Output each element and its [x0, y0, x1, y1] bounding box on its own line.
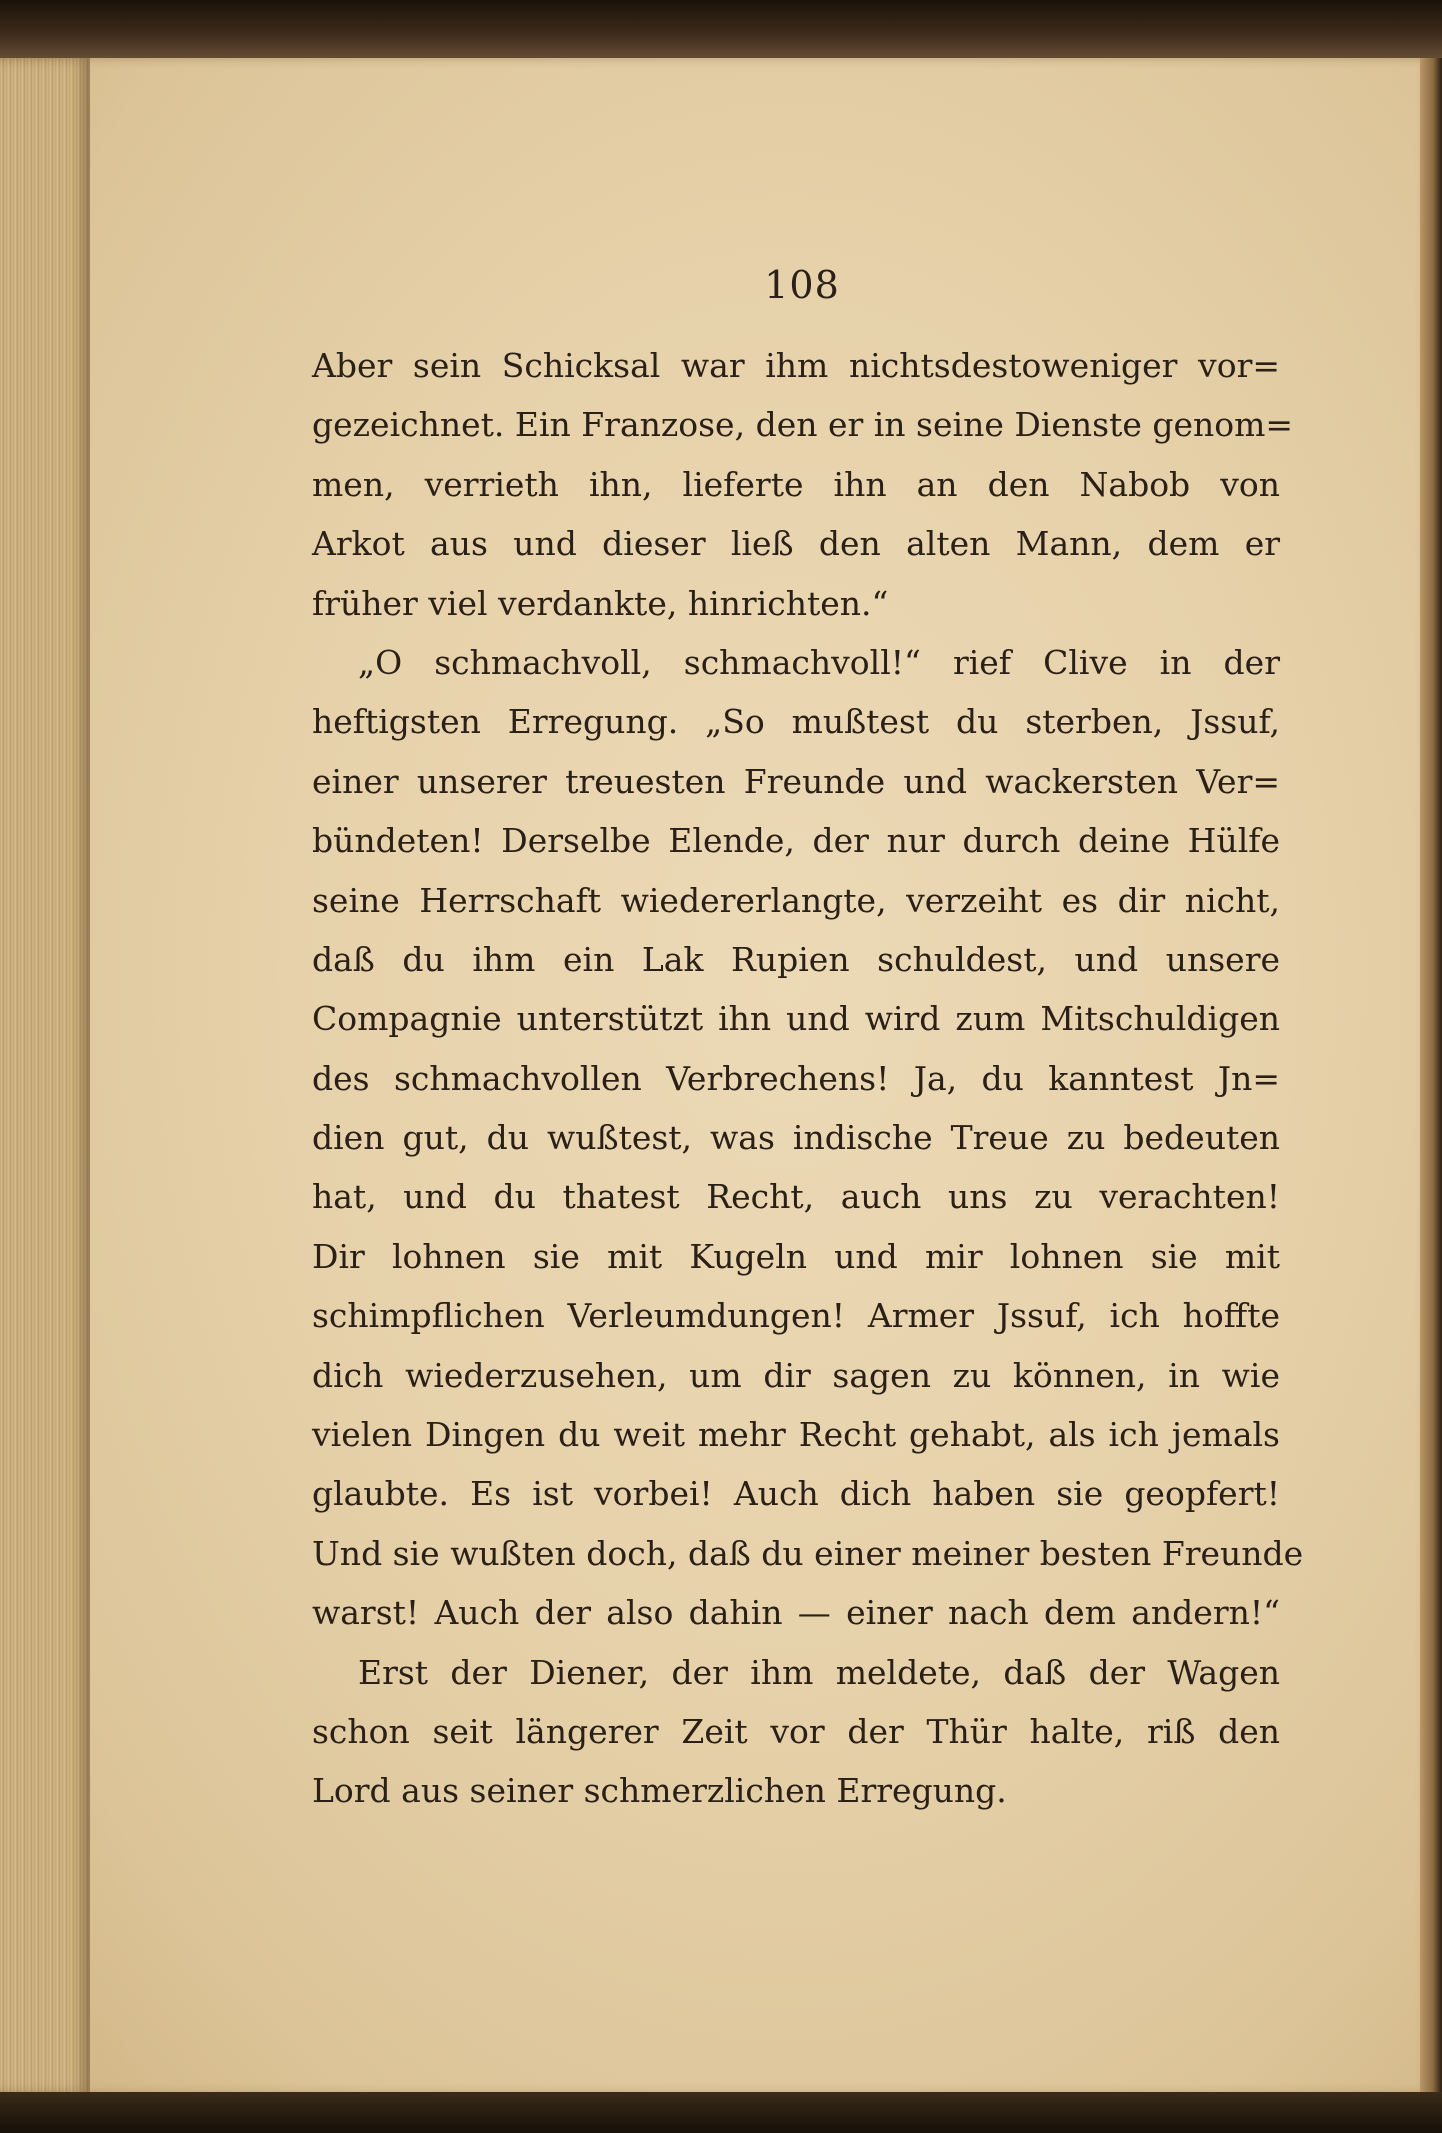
- page-number: 108: [764, 263, 840, 307]
- text-line: dich wiederzusehen, um dir sagen zu können, in wie: [312, 1355, 1280, 1395]
- text-line: seine Herrschaft wiedererlangte, verzeiht es dir nicht,: [312, 880, 1280, 920]
- text-line: früher viel verdankte, hinrichten.“: [312, 583, 889, 623]
- text-line: dien gut, du wußtest, was indische Treue zu bedeuten: [312, 1118, 1280, 1158]
- text-line: Dir lohnen sie mit Kugeln und mir lohnen sie mit: [312, 1236, 1280, 1276]
- scan-top-border: [0, 0, 1442, 62]
- page-right-edge: [1420, 58, 1442, 2094]
- text-line: des schmachvollen Verbrechens! Ja, du kanntest Jn=: [312, 1058, 1280, 1098]
- scan-bottom-border: [0, 2092, 1442, 2133]
- text-line: Erst der Diener, der ihm meldete, daß der Wagen: [358, 1652, 1280, 1692]
- body-text: [312, 336, 1304, 1821]
- text-line: glaubte. Es ist vorbei! Auch dich haben sie geopfert!: [312, 1474, 1280, 1514]
- text-line: schimpflichen Verleumdungen! Armer Jssuf, ich hoffte: [312, 1296, 1280, 1336]
- text-line: Aber sein Schicksal war ihm nichtsdestoweniger vor=: [312, 346, 1280, 385]
- text-line: Compagnie unterstützt ihn und wird zum Mitschuldigen: [312, 999, 1280, 1039]
- text-line: hat, und du thatest Recht, auch uns zu verachten!: [312, 1177, 1280, 1217]
- text-line: Arkot aus und dieser ließ den alten Mann, dem er: [312, 524, 1280, 564]
- text-line: warst! Auch der also dahin — einer nach dem andern!“: [312, 1593, 1280, 1633]
- text-line: vielen Dingen du weit mehr Recht gehabt, als ich jemals: [312, 1415, 1280, 1455]
- text-line: schon seit längerer Zeit vor der Thür halte, riß den: [312, 1711, 1280, 1751]
- text-line: gezeichnet. Ein Franzose, den er in seine Dienste genom=: [312, 405, 1294, 445]
- text-line: Und sie wußten doch, daß du einer meiner besten Freunde: [312, 1533, 1304, 1573]
- text-line: daß du ihm ein Lak Rupien schuldest, und unsere: [312, 939, 1280, 979]
- text-line: „O schmachvoll, schmachvoll!“ rief Clive in der: [358, 642, 1280, 682]
- page-stack-edges: [0, 58, 90, 2094]
- text-line: heftigsten Erregung. „So mußtest du sterben, Jssuf,: [312, 702, 1280, 742]
- text-line: bündeten! Derselbe Elende, der nur durch deine Hülfe: [312, 821, 1280, 861]
- text-line: einer unserer treuesten Freunde und wackersten Ver=: [312, 761, 1280, 801]
- text-line: Lord aus seiner schmerzlichen Erregung.: [312, 1771, 1007, 1811]
- text-line: men, verrieth ihn, lieferte ihn an den Nabob von: [312, 464, 1280, 504]
